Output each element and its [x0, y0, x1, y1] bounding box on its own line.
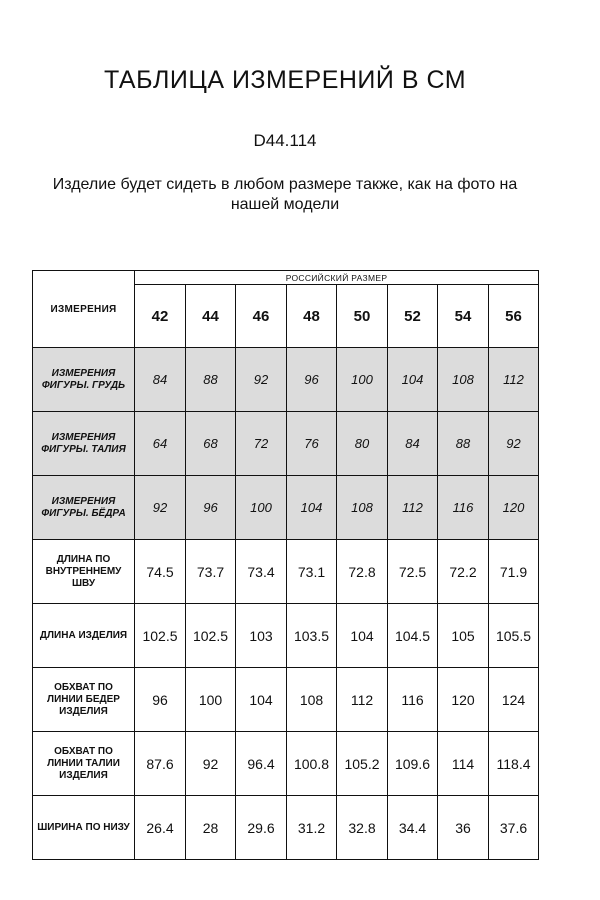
- table-cell: 73.4: [236, 540, 287, 604]
- page-title: ТАБЛИЦА ИЗМЕРЕНИЙ В СМ: [103, 66, 467, 94]
- table-cell: 102.5: [186, 604, 236, 668]
- row-label: ИЗМЕРЕНИЯ ФИГУРЫ. БЁДРА: [33, 476, 135, 540]
- table-cell: 87.6: [135, 732, 186, 796]
- table-cell: 80: [337, 412, 388, 476]
- table-cell: 73.7: [186, 540, 236, 604]
- table-cell: 108: [287, 668, 337, 732]
- size-header: 52: [388, 285, 438, 348]
- table-cell: 37.6: [489, 796, 539, 860]
- table-row: [33, 668, 539, 732]
- table-cell: 96: [186, 476, 236, 540]
- table-cell: 84: [388, 412, 438, 476]
- table-cell: 96.4: [236, 732, 287, 796]
- table-cell: 71.9: [489, 540, 539, 604]
- table-cell: 105.2: [337, 732, 388, 796]
- table-cell: 104.5: [388, 604, 438, 668]
- table-cell: 105: [438, 604, 489, 668]
- table-cell: 29.6: [236, 796, 287, 860]
- table-cell: 116: [388, 668, 438, 732]
- table-cell: 112: [388, 476, 438, 540]
- table-cell: 120: [489, 476, 539, 540]
- table-cell: 108: [438, 348, 489, 412]
- table-cell: 32.8: [337, 796, 388, 860]
- size-chart-table: [32, 270, 539, 860]
- table-cell: 100: [186, 668, 236, 732]
- table-cell: 26.4: [135, 796, 186, 860]
- table-row: [33, 412, 539, 476]
- table-cell: 104: [236, 668, 287, 732]
- size-header: 48: [287, 285, 337, 348]
- table-cell: 84: [135, 348, 186, 412]
- table-cell: 104: [287, 476, 337, 540]
- row-label: ОБХВАТ ПО ЛИНИИ БЕДЕР ИЗДЕЛИЯ: [33, 668, 135, 732]
- table-cell: 100.8: [287, 732, 337, 796]
- table-cell: 116: [438, 476, 489, 540]
- table-cell: 92: [489, 412, 539, 476]
- row-label: ДЛИНА ИЗДЕЛИЯ: [33, 604, 135, 668]
- size-header: 54: [438, 285, 489, 348]
- size-header: 56: [489, 285, 539, 348]
- table-cell: 92: [135, 476, 186, 540]
- table-cell: 108: [337, 476, 388, 540]
- table-row: [33, 796, 539, 860]
- table-cell: 100: [337, 348, 388, 412]
- table-cell: 120: [438, 668, 489, 732]
- table-cell: 64: [135, 412, 186, 476]
- table-cell: 96: [287, 348, 337, 412]
- table-cell: 105.5: [489, 604, 539, 668]
- table-row: [33, 348, 539, 412]
- table-cell: 96: [135, 668, 186, 732]
- table-cell: 72.5: [388, 540, 438, 604]
- table-cell: 92: [186, 732, 236, 796]
- table-cell: 34.4: [388, 796, 438, 860]
- table-cell: 109.6: [388, 732, 438, 796]
- size-header: 44: [186, 285, 236, 348]
- russian-size-header: РОССИЙСКИЙ РАЗМЕР: [135, 271, 539, 285]
- table-cell: 72.2: [438, 540, 489, 604]
- table-cell: 92: [236, 348, 287, 412]
- table-cell: 118.4: [489, 732, 539, 796]
- table-cell: 124: [489, 668, 539, 732]
- table-row: [33, 604, 539, 668]
- table-row: [33, 732, 539, 796]
- table-cell: 102.5: [135, 604, 186, 668]
- table-row: [33, 540, 539, 604]
- table-header-group-row: [33, 271, 539, 285]
- row-label: ДЛИНА ПО ВНУТРЕННЕМУ ШВУ: [33, 540, 135, 604]
- table-cell: 31.2: [287, 796, 337, 860]
- size-header: 46: [236, 285, 287, 348]
- product-code: D44.114: [253, 131, 317, 150]
- row-label: ИЗМЕРЕНИЯ ФИГУРЫ. ГРУДЬ: [33, 348, 135, 412]
- table-cell: 103: [236, 604, 287, 668]
- row-label: ОБХВАТ ПО ЛИНИИ ТАЛИИ ИЗДЕЛИЯ: [33, 732, 135, 796]
- table-cell: 112: [489, 348, 539, 412]
- row-label: ШИРИНА ПО НИЗУ: [33, 796, 135, 860]
- table-cell: 36: [438, 796, 489, 860]
- table-cell: 114: [438, 732, 489, 796]
- table-cell: 88: [186, 348, 236, 412]
- table-cell: 104: [388, 348, 438, 412]
- size-header: 42: [135, 285, 186, 348]
- table-cell: 73.1: [287, 540, 337, 604]
- table-row: [33, 476, 539, 540]
- table-cell: 103.5: [287, 604, 337, 668]
- size-header: 50: [337, 285, 388, 348]
- table-cell: 88: [438, 412, 489, 476]
- table-cell: 72: [236, 412, 287, 476]
- row-label: ИЗМЕРЕНИЯ ФИГУРЫ. ТАЛИЯ: [33, 412, 135, 476]
- table-cell: 76: [287, 412, 337, 476]
- measurements-header: ИЗМЕРЕНИЯ: [33, 271, 135, 348]
- table-cell: 100: [236, 476, 287, 540]
- table-cell: 74.5: [135, 540, 186, 604]
- table-cell: 72.8: [337, 540, 388, 604]
- table-cell: 104: [337, 604, 388, 668]
- fit-note: Изделие будет сидеть в любом размере также, как на фото на нашей модели: [52, 176, 518, 213]
- table-cell: 28: [186, 796, 236, 860]
- table-cell: 68: [186, 412, 236, 476]
- table-cell: 112: [337, 668, 388, 732]
